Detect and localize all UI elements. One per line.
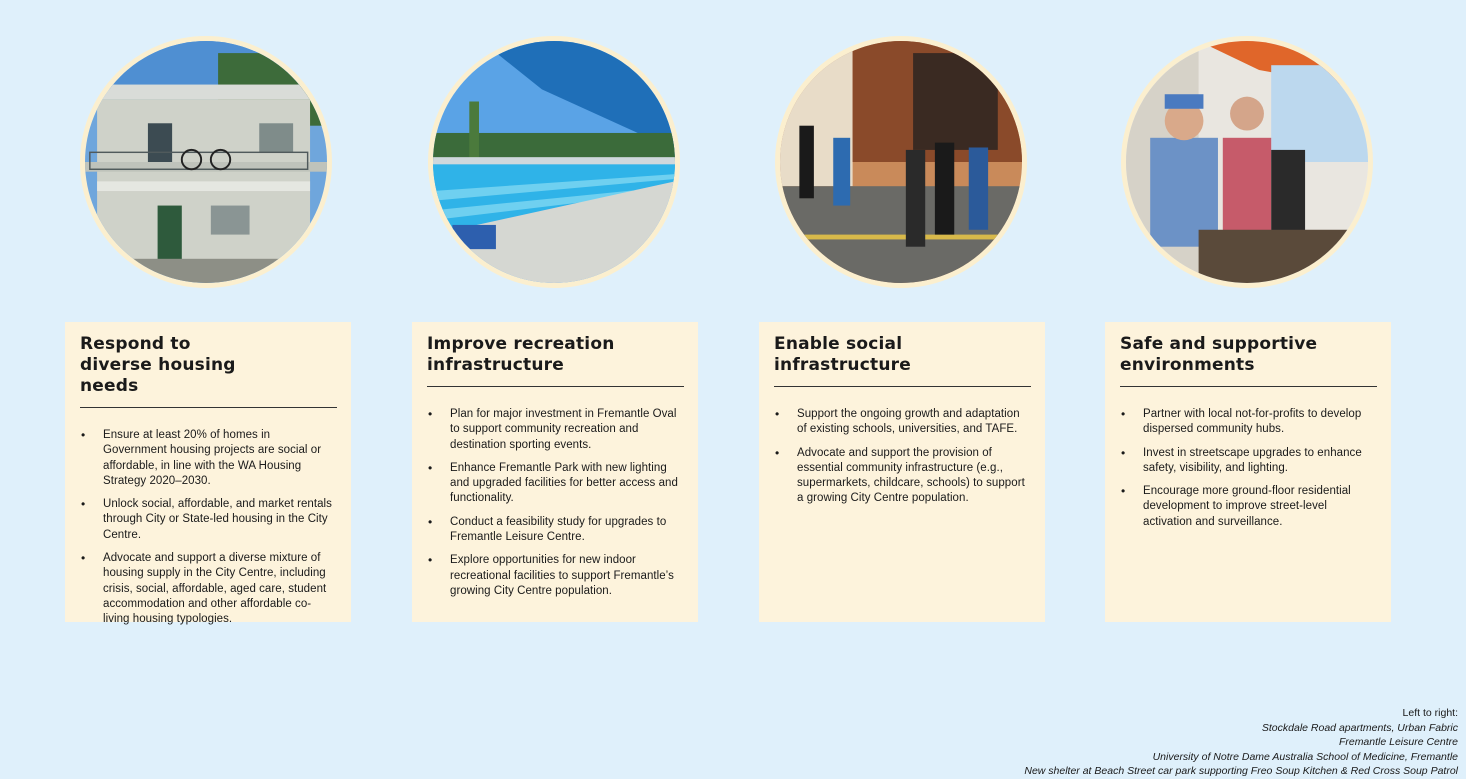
divider xyxy=(774,386,1031,387)
list-item: • Invest in streetscape upgrades to enhance safety, visibility, and lighting. xyxy=(1143,446,1377,477)
caption-line: Fremantle Leisure Centre xyxy=(1338,736,1458,748)
card-title: Safe and supportive environments xyxy=(1120,334,1318,375)
card-title: Respond to diverse housing needs xyxy=(80,334,236,396)
list-item: • Unlock social, affordable, and market rentals through City or State-led housing in the City Centre. xyxy=(103,497,337,543)
caption-line: New shelter at Beach Street car park supporting Freo Soup Kitchen & Red Cross Soup Patrol xyxy=(1024,765,1458,777)
students-walking-photo xyxy=(775,36,1027,288)
divider xyxy=(80,407,337,408)
card-title: Enable social infrastructure xyxy=(774,334,911,375)
list-item: • Advocate and support the provision of essential community infrastructure (e.g., supermarkets, childcare, schools) to support a growing City Centre population. xyxy=(797,446,1031,507)
card-housing xyxy=(65,322,351,626)
bullet-list xyxy=(1120,407,1377,530)
caption-lead: Left to right: xyxy=(1402,707,1458,719)
list-item: • Encourage more ground-floor residential development to improve street-level activation and surveillance. xyxy=(1143,484,1377,530)
list-item: • Ensure at least 20% of homes in Government housing projects are social or affordable, in line with the WA Housing Strategy 2020–2030. xyxy=(103,428,337,489)
bullet-list xyxy=(427,407,684,599)
divider xyxy=(1120,386,1377,387)
bullet-list xyxy=(774,407,1031,507)
list-item: • Plan for major investment in Fremantle Oval to support community recreation and destination sporting events. xyxy=(450,407,684,453)
card-social-infrastructure xyxy=(759,322,1045,622)
caption-line: Stockdale Road apartments, Urban Fabric xyxy=(1261,721,1458,734)
list-item: • Advocate and support a diverse mixture of housing supply in the City Centre, including crisis, social, affordable, aged care, student accommodation and other affordable co-living housing typologies. xyxy=(103,551,337,627)
list-item: • Enhance Fremantle Park with new lighting and upgraded facilities for better access and functionality. xyxy=(450,461,684,507)
photo-caption xyxy=(1024,706,1458,779)
bullet-list xyxy=(80,428,337,628)
divider xyxy=(427,386,684,387)
caption-line: University of Notre Dame Australia School of Medicine, Fremantle xyxy=(1152,750,1458,763)
soup-kitchen-photo xyxy=(1121,36,1373,288)
card-safe-environments xyxy=(1105,322,1391,622)
list-item: • Support the ongoing growth and adaptation of existing schools, universities, and TAFE. xyxy=(797,407,1031,438)
list-item: • Explore opportunities for new indoor recreational facilities to support Fremantle’s growing City Centre population. xyxy=(450,553,684,599)
pool-photo xyxy=(428,36,680,288)
card-title: Improve recreation infrastructure xyxy=(427,334,615,375)
list-item: • Conduct a feasibility study for upgrades to Fremantle Leisure Centre. xyxy=(450,515,684,546)
card-recreation xyxy=(412,322,698,622)
housing-photo xyxy=(80,36,332,288)
list-item: • Partner with local not-for-profits to develop dispersed community hubs. xyxy=(1143,407,1377,438)
